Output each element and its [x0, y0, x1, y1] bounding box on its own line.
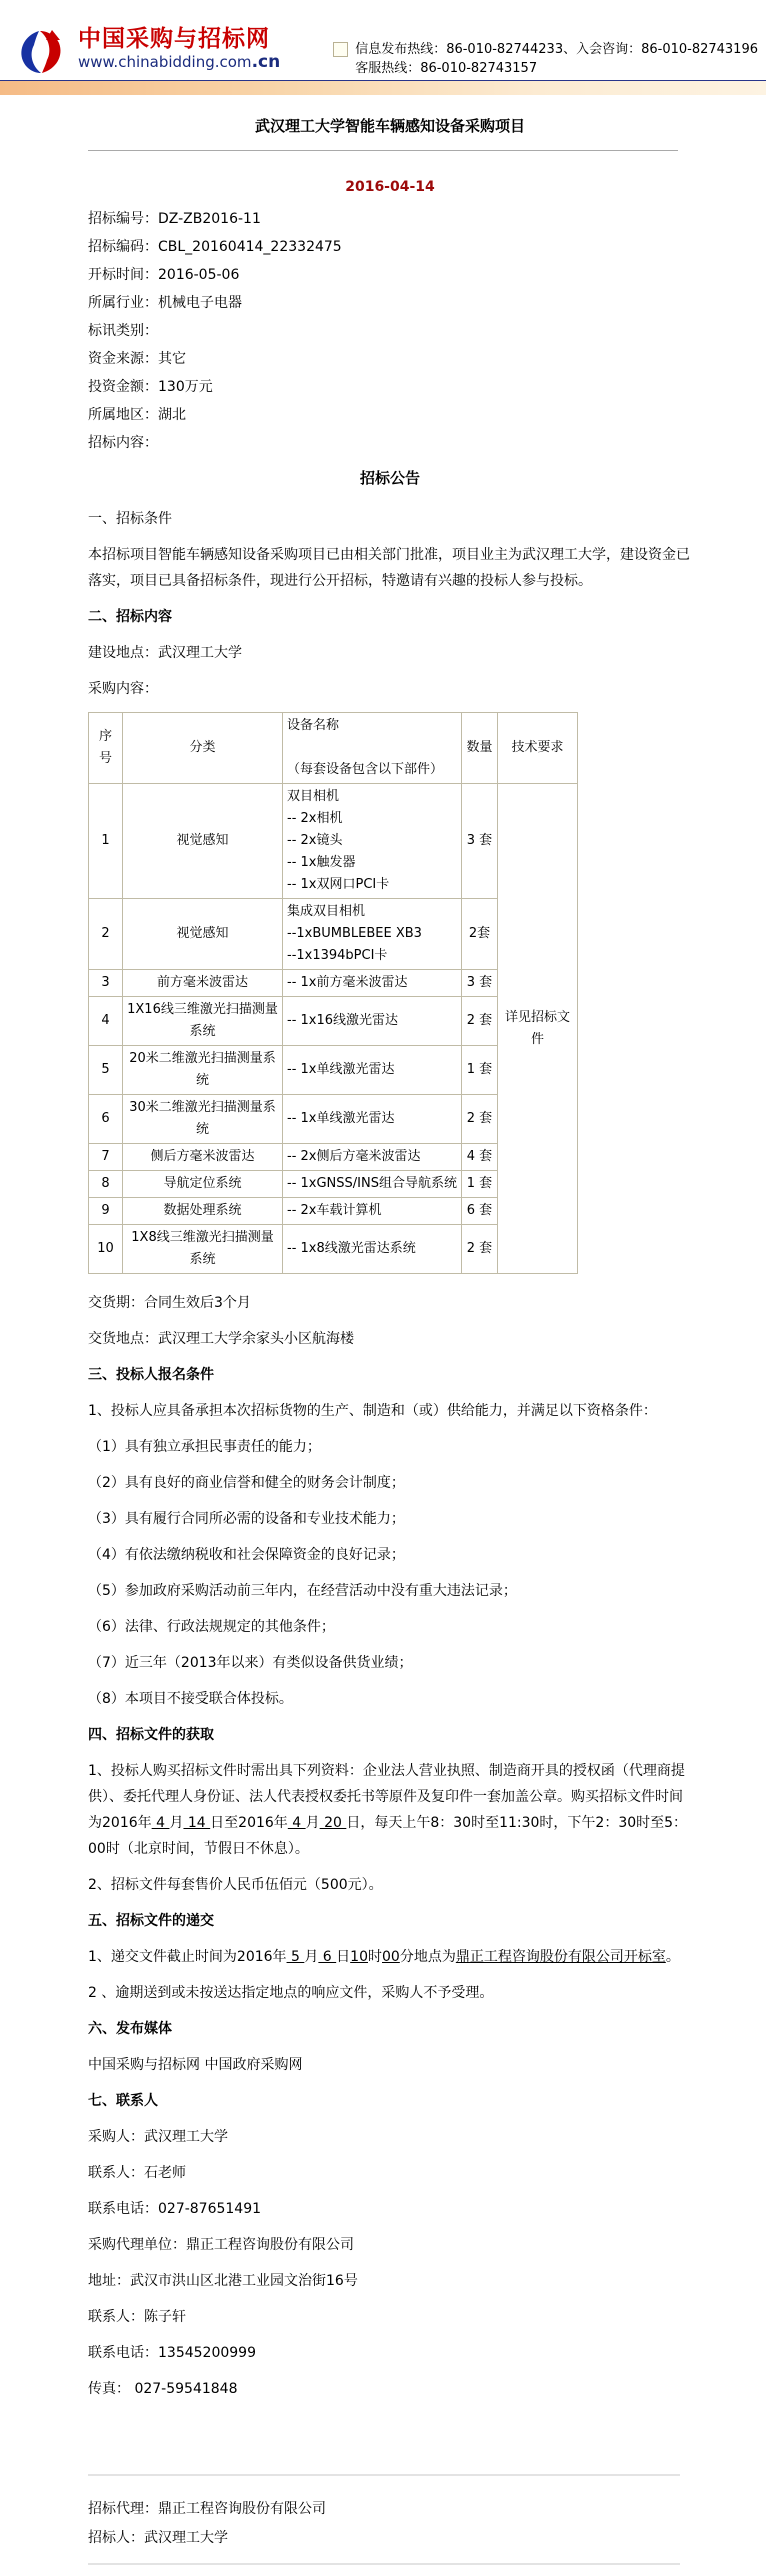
cell-category: 导航定位系统	[123, 1171, 283, 1198]
cell-category: 前方毫米波雷达	[123, 970, 283, 997]
cell-device-name: -- 1xGNSS/INS组合导航系统	[283, 1171, 462, 1198]
paragraph: 中国采购与招标网 中国政府采购网	[88, 2057, 303, 2073]
cell-category: 侧后方毫米波雷达	[123, 1144, 283, 1171]
section-heading: 四、招标文件的获取	[88, 1727, 214, 1743]
cell-seq-no: 6	[89, 1095, 123, 1144]
paragraph: 联系人：石老师	[88, 2165, 186, 2181]
section-heading: 二、招标内容	[88, 609, 172, 625]
cell-quantity: 1 套	[461, 1046, 497, 1095]
info-field: 招标内容：	[88, 435, 158, 451]
cell-category: 20米二维激光扫描测量系统	[123, 1046, 283, 1095]
cell-quantity: 3 套	[461, 970, 497, 997]
info-field: 所属地区：湖北	[88, 407, 186, 423]
paragraph: （5）参加政府采购活动前三年内，在经营活动中没有重大违法记录；	[88, 1583, 517, 1599]
paragraph: 采购代理单位：鼎正工程咨询股份有限公司	[88, 2237, 354, 2253]
col-header-quantity: 数量	[461, 713, 497, 784]
cell-device-name: -- 1x单线激光雷达	[283, 1095, 462, 1144]
paragraph: 联系电话：027-87651491	[88, 2201, 262, 2217]
paragraph: 建设地点：武汉理工大学	[88, 645, 242, 661]
paragraph: （7）近三年（2013年以来）有类似设备供货业绩；	[88, 1655, 413, 1671]
site-logo-link[interactable]	[16, 28, 280, 74]
cell-device-name: -- 1x16线激光雷达	[283, 997, 462, 1046]
info-field: 投资金额：130万元	[88, 379, 213, 395]
cell-seq-no: 1	[89, 784, 123, 899]
col-header-tech-requirements: 技术要求	[497, 713, 577, 784]
pre-footer-gap	[88, 2412, 692, 2464]
accent-bar	[0, 80, 766, 95]
paragraph: 交货地点：武汉理工大学余家头小区航海楼	[88, 1331, 354, 1347]
cell-quantity: 2 套	[461, 1225, 497, 1274]
section-heading: 三、投标人报名条件	[88, 1367, 214, 1383]
paragraph: 联系人：陈子轩	[88, 2309, 186, 2325]
paragraph: 2 、逾期送到或未按送达指定地点的响应文件，采购人不予受理。	[88, 1985, 494, 2001]
page-title: 武汉理工大学智能车辆感知设备采购项目	[254, 117, 525, 135]
cell-quantity: 6 套	[461, 1198, 497, 1225]
cell-category: 视觉感知	[123, 899, 283, 970]
info-field: 开标时间：2016-05-06	[88, 267, 240, 283]
cell-quantity: 2 套	[461, 997, 497, 1046]
hotline-line-1: 信息发布热线：86-010-82744233、入会咨询：86-010-82743196	[355, 42, 758, 57]
col-header-device-name: 设备名称 （每套设备包含以下部件）	[283, 713, 462, 784]
cell-device-name: 双目相机 -- 2x相机 -- 2x镜头 -- 1x触发器 -- 1x双网口PCI卡	[283, 784, 462, 899]
cell-device-name: -- 2x车载计算机	[283, 1198, 462, 1225]
paragraph: 联系电话：13545200999	[88, 2345, 256, 2361]
site-header	[0, 0, 766, 80]
announcement-heading: 招标公告	[359, 469, 420, 487]
footer-line: 招标人：武汉理工大学	[88, 2530, 228, 2546]
col-header-no: 序号	[89, 713, 123, 784]
cell-seq-no: 9	[89, 1198, 123, 1225]
checkbox-icon	[333, 42, 348, 57]
cell-seq-no: 4	[89, 997, 123, 1046]
info-field: 招标编号：DZ-ZB2016-11	[88, 211, 261, 227]
paragraph: （4）有依法缴纳税收和社会保障资金的良好记录；	[88, 1547, 405, 1563]
page-footer	[88, 2464, 692, 2565]
section-heading: 五、招标文件的递交	[88, 1913, 214, 1929]
document-purchase-period-para: 1、投标人购买招标文件时需出具下列资料：企业法人营业执照、制造商开具的授权函（代理商提供）、委托代理人身份证、法人代表授权委托书等原件及复印件一套加盖公章。购买招标文件时间为2016年 4 月 14 日至2016年 4 月 20 日，每天上午8：30时至11:30时，下午2：30时至5：00时（北京时间，节假日不休息）。	[88, 1763, 688, 1857]
equipment-table-body	[89, 784, 578, 1274]
submission-deadline-para: 1、递交文件截止时间为2016年 5 月 6 日10时00分地点为鼎正工程咨询股份有限公司开标室。	[88, 1949, 680, 1965]
cell-device-name: -- 1x前方毫米波雷达	[283, 970, 462, 997]
paragraph: 采购人：武汉理工大学	[88, 2129, 228, 2145]
cell-category: 1X8线三维激光扫描测量系统	[123, 1225, 283, 1274]
paragraph: （2）具有良好的商业信誉和健全的财务会计制度；	[88, 1475, 405, 1491]
footer-line: 招标代理：鼎正工程咨询股份有限公司	[88, 2501, 326, 2517]
footer-line-list	[88, 2500, 692, 2547]
site-url: www.chinabidding.com.cn	[78, 52, 281, 72]
publish-date: 2016-04-14	[345, 179, 435, 195]
section-heading: 七、联系人	[88, 2093, 158, 2109]
title-divider	[88, 150, 678, 151]
paragraph: （3）具有履行合同所必需的设备和专业技术能力；	[88, 1511, 405, 1527]
header-hotlines	[333, 28, 758, 78]
cell-seq-no: 8	[89, 1171, 123, 1198]
hotline-line-2: 客服热线：86-010-82743157	[355, 61, 538, 76]
cell-quantity: 2套	[461, 899, 497, 970]
paragraph: 地址：武汉市洪山区北港工业园文治街16号	[88, 2273, 358, 2289]
cell-device-name: 集成双目相机 --1xBUMBLEBEE XB3 --1x1394bPCI卡	[283, 899, 462, 970]
info-field: 招标编码：CBL_20160414_22332475	[88, 239, 342, 255]
info-field: 标讯类别：	[88, 323, 158, 339]
cell-device-name: -- 1x8线激光雷达系统	[283, 1225, 462, 1274]
blocks-before-table	[88, 506, 692, 702]
col-header-category: 分类	[123, 713, 283, 784]
cell-seq-no: 5	[89, 1046, 123, 1095]
cell-category: 数据处理系统	[123, 1198, 283, 1225]
paragraph: （8）本项目不接受联合体投标。	[88, 1691, 293, 1707]
cell-seq-no: 2	[89, 899, 123, 970]
announcement-content	[88, 95, 692, 2464]
paragraph: 本招标项目智能车辆感知设备采购项目已由相关部门批准，项目业主为武汉理工大学，建设资金已落实，项目已具备招标条件，现进行公开招标，特邀请有兴趣的投标人参与投标。	[88, 547, 690, 589]
site-name: 中国采购与招标网	[78, 26, 270, 52]
paragraph: 一、招标条件	[88, 511, 172, 527]
section-heading: 六、发布媒体	[88, 2021, 172, 2037]
cell-quantity: 2 套	[461, 1095, 497, 1144]
paragraph: 传真： 027-59541848	[88, 2381, 238, 2397]
cell-category: 视觉感知	[123, 784, 283, 899]
table-row	[89, 784, 578, 899]
paragraph: 交货期：合同生效后3个月	[88, 1295, 251, 1311]
info-field: 资金来源：其它	[88, 351, 186, 367]
cell-seq-no: 3	[89, 970, 123, 997]
cell-device-name: -- 2x侧后方毫米波雷达	[283, 1144, 462, 1171]
cell-quantity: 3 套	[461, 784, 497, 899]
paragraph: 采购内容：	[88, 681, 158, 697]
paragraph: 1、投标人应具备承担本次招标货物的生产、制造和（或）供给能力，并满足以下资格条件：	[88, 1403, 657, 1419]
cell-quantity: 4 套	[461, 1144, 497, 1171]
blocks-after-table	[88, 1290, 692, 2402]
cell-category: 1X16线三维激光扫描测量系统	[123, 997, 283, 1046]
paragraph: 2、招标文件每套售价人民币伍佰元（500元）。	[88, 1877, 383, 1893]
cell-seq-no: 7	[89, 1144, 123, 1171]
cell-tech-requirements: 详见招标文件	[497, 784, 577, 1274]
cell-category: 30米二维激光扫描测量系统	[123, 1095, 283, 1144]
paragraph: （6）法律、行政法规规定的其他条件；	[88, 1619, 335, 1635]
paragraph: （1）具有独立承担民事责任的能力；	[88, 1439, 321, 1455]
equipment-table-header-row	[89, 713, 578, 784]
footer-divider-top	[88, 2474, 680, 2476]
cell-device-name: -- 1x单线激光雷达	[283, 1046, 462, 1095]
cell-quantity: 1 套	[461, 1171, 497, 1198]
info-field: 所属行业：机械电子电器	[88, 295, 242, 311]
equipment-table	[88, 712, 578, 1274]
logo-swirl-icon	[16, 28, 74, 74]
cell-seq-no: 10	[89, 1225, 123, 1274]
info-field-list	[88, 211, 692, 451]
